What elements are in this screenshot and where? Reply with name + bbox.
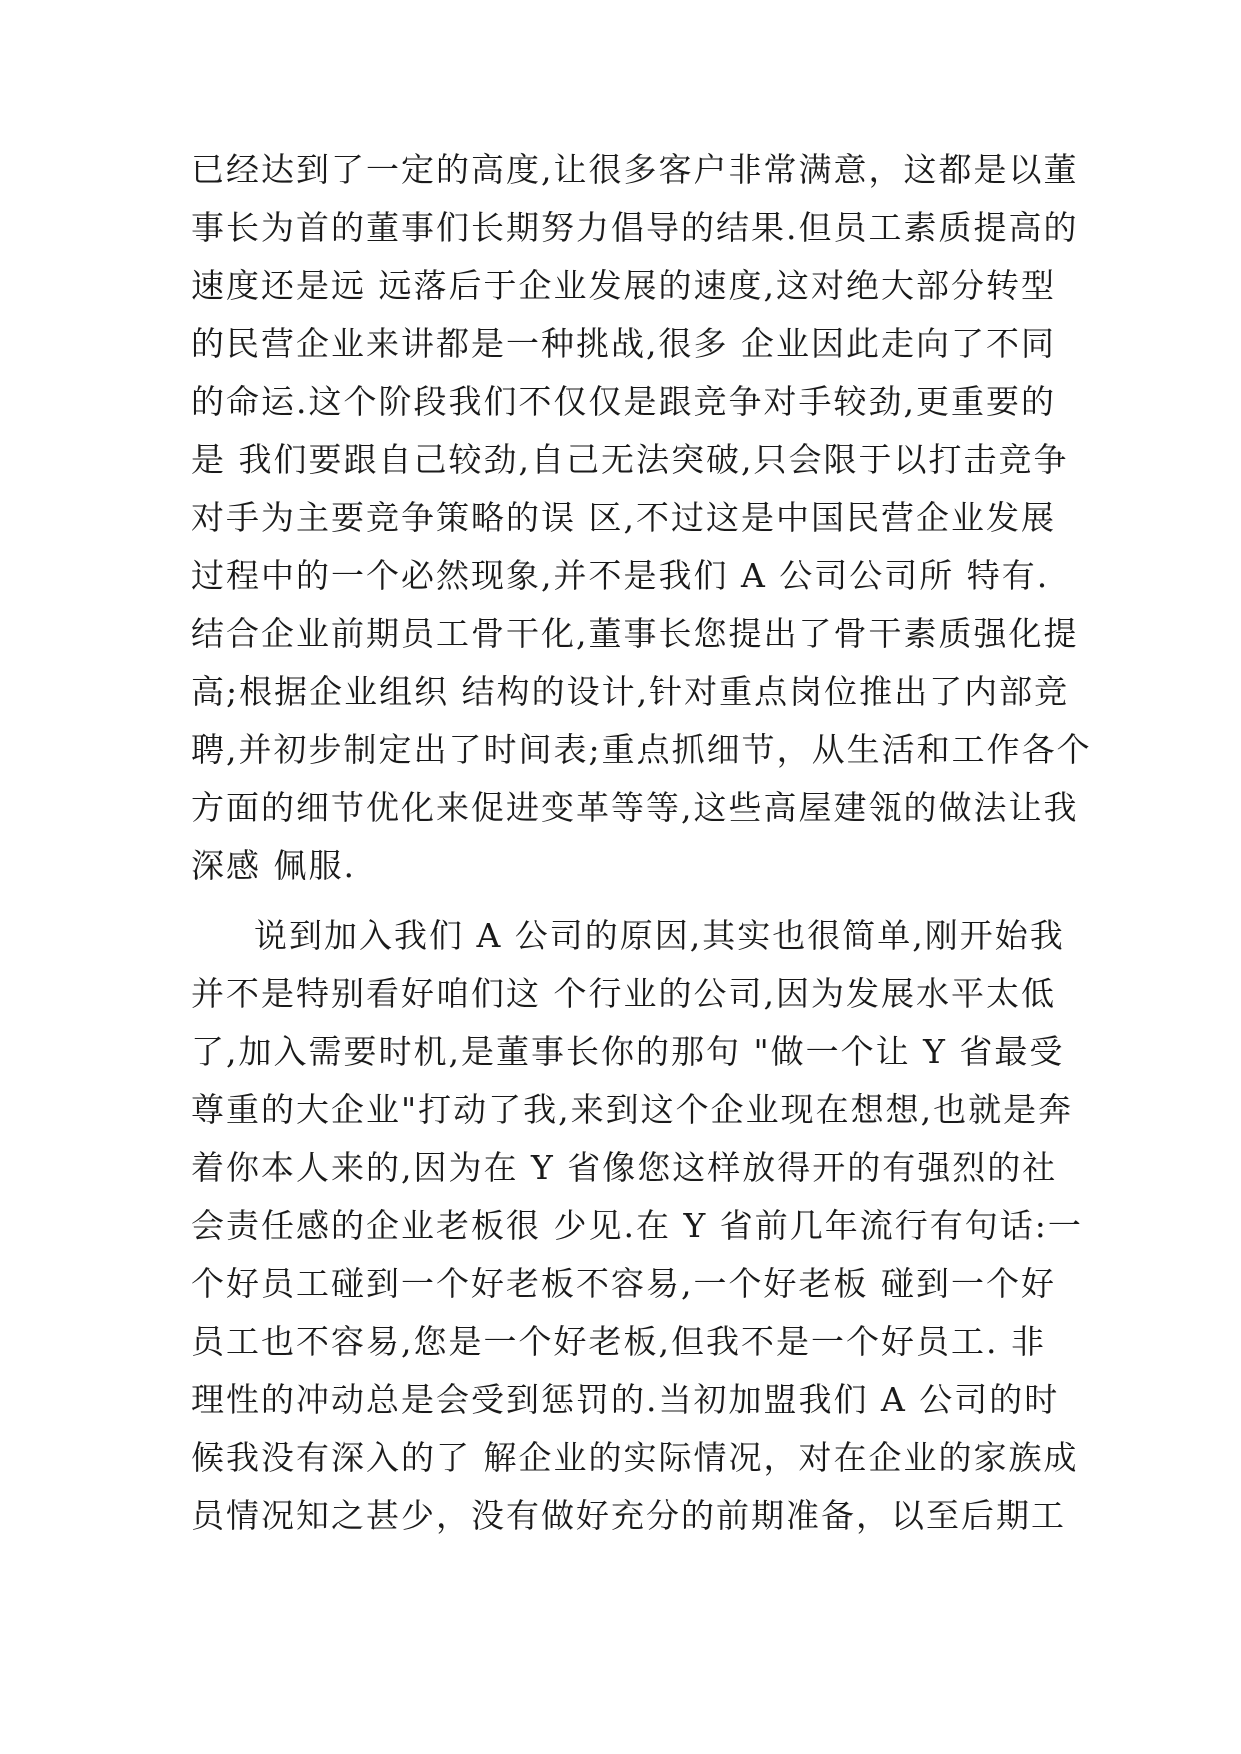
text-line: 速度还是远 远落后于企业发展的速度,这对绝大部分转型 [191,266,1056,305]
text-line: 理性的冲动总是会受到惩罚的.当初加盟我们 A 公司的时 [191,1380,1060,1419]
text-line: 员工也不容易,您是一个好老板,但我不是一个好员工. 非 [191,1322,1046,1361]
text-line: 并不是特别看好咱们这 个行业的公司,因为发展水平太低 [191,974,1056,1013]
text-line: 的命运.这个阶段我们不仅仅是跟竞争对手较劲,更重要的 [191,382,1056,421]
text-line: 是 我们要跟自己较劲,自己无法突破,只会限于以打击竞争 [191,440,1069,479]
text-line: 深感 佩服. [191,846,356,885]
text-line: 候我没有深入的了 解企业的实际情况，对在企业的家族成 [191,1438,1079,1477]
paragraph-first-line: 说到加入我们 A 公司的原因,其实也很简单,刚开始我 [254,916,1065,955]
text-line: 事长为首的董事们长期努力倡导的结果.但员工素质提高的 [191,208,1079,247]
text-line: 过程中的一个必然现象,并不是我们 A 公司公司所 特有. [191,556,1050,595]
text-line: 结合企业前期员工骨干化,董事长您提出了骨干素质强化提 [191,614,1079,653]
text-line: 已经达到了一定的高度,让很多客户非常满意，这都是以董 [191,150,1079,189]
text-line: 方面的细节优化来促进变革等等,这些高屋建瓴的做法让我 [191,788,1079,827]
text-line: 对手为主要竞争策略的误 区,不过这是中国民营企业发展 [191,498,1056,537]
text-line: 着你本人来的,因为在 Y 省像您这样放得开的有强烈的社 [191,1148,1058,1187]
text-line: 的民营企业来讲都是一种挑战,很多 企业因此走向了不同 [191,324,1056,363]
text-line: 尊重的大企业"打动了我,来到这个企业现在想想,也就是奔 [191,1090,1074,1129]
text-line: 会责任感的企业老板很 少见.在 Y 省前几年流行有句话:一 [191,1206,1083,1245]
text-line: 了,加入需要时机,是董事长你的那句 "做一个让 Y 省最受 [191,1032,1065,1071]
text-line: 员情况知之甚少，没有做好充分的前期准备，以至后期工 [191,1496,1066,1535]
text-line: 聘,并初步制定出了时间表;重点抓细节，从生活和工作各个 [191,730,1092,769]
text-line: 高;根据企业组织 结构的设计,针对重点岗位推出了内部竞 [191,672,1070,711]
text-line: 个好员工碰到一个好老板不容易,一个好老板 碰到一个好 [191,1264,1056,1303]
